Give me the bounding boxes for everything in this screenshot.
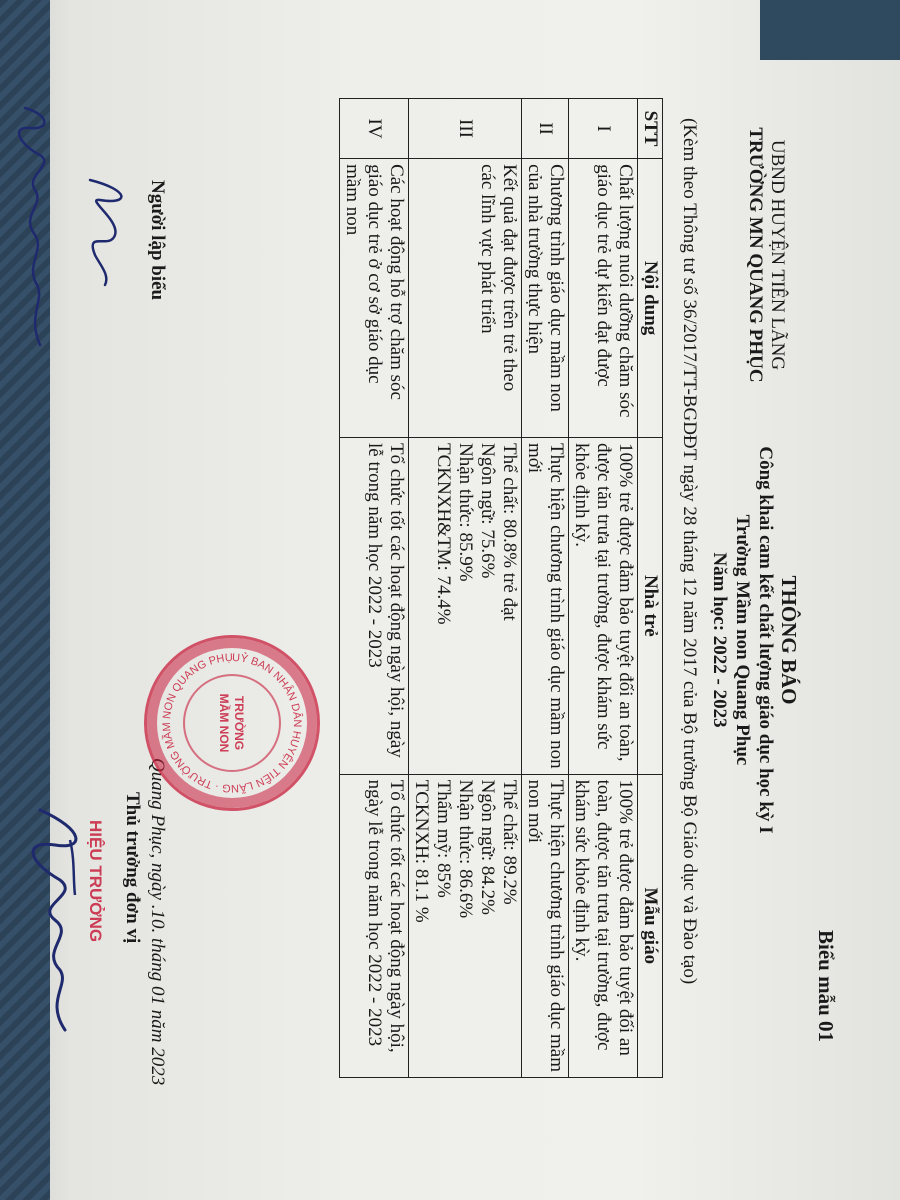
table-row — [522, 99, 569, 1078]
cell-line: ngày lễ trong năm học 2022 - 2023 — [364, 779, 385, 1047]
row-mau-giao — [409, 774, 522, 1077]
stamp-role: HIỆU TRƯỞNG — [86, 820, 105, 943]
row-nha-tre — [522, 438, 569, 775]
cell-line: mầm non — [342, 164, 363, 236]
cell-line: Ngôn ngữ: 75.6% — [477, 443, 498, 579]
cell-line: Thẩm mỹ: 85% — [433, 779, 454, 898]
preparer-title: Người lập biểu — [147, 180, 168, 301]
row-content — [409, 159, 522, 438]
cell-line: Chương trình giáo dục mầm non — [546, 164, 567, 412]
row-stt: IV — [340, 99, 409, 159]
cell-line: được tăn trưa tại trường, được khám sức — [593, 443, 614, 750]
row-content — [340, 159, 409, 438]
header-nha-tre: Nhà trẻ — [638, 438, 663, 775]
cell-line: Nhận thức: 86.6% — [455, 779, 476, 919]
stamp-ring-icon — [147, 638, 317, 808]
svg-text:MẦM NON: MẦM NON — [217, 693, 231, 753]
preparer-signature-icon — [10, 100, 65, 360]
row-nha-tre — [409, 438, 522, 775]
title-line-4: Năm học: 2022 - 2023 — [709, 552, 730, 728]
row-nha-tre — [569, 438, 638, 775]
form-label: Biểu mẫu 01 — [814, 930, 838, 1043]
cell-line: Thể chất: 80.8% trẻ đạt — [499, 443, 520, 621]
document-title: THÔNG BÁO — [777, 575, 801, 705]
svg-text:UỶ BAN NHÂN DÂN HUYỆN TIÊN LÃN: UỶ BAN NHÂN DÂN HUYỆN TIÊN LÃNG · TRƯỜNG MẦM NON QUANG PHỤ — [160, 651, 304, 795]
row-mau-giao — [340, 774, 409, 1077]
cell-line: của nhà trường thực hiện — [524, 164, 545, 355]
title-line-5: (Kèm theo Thông tư số 36/2017/TT-BGDĐT ngày 28 tháng 12 năm 2017 của Bộ trưởng Bộ Giáo dục và Đào tạo) — [679, 118, 700, 985]
cell-line: mới — [524, 443, 545, 474]
row-content — [569, 159, 638, 438]
cell-line: Tổ chức tốt các hoạt động ngày hội, — [386, 779, 407, 1053]
cell-line: Thực hiện chương trình giáo dục mầm non — [546, 443, 567, 769]
cell-line: Thể chất: 89.2% — [499, 779, 520, 905]
cell-line: Thực hiện chương trình giáo dục mầm — [546, 779, 567, 1072]
cell-line: 100% trẻ được đảm bảo tuyệt đối an — [615, 779, 636, 1056]
head-signature-icon — [15, 800, 95, 1060]
row-stt: I — [569, 99, 638, 159]
row-stt: III — [409, 99, 522, 159]
svg-text:TRƯỜNG: TRƯỜNG — [232, 695, 246, 751]
official-stamp — [144, 635, 320, 811]
table-body — [340, 99, 638, 1078]
preparer-initial-icon — [70, 160, 140, 300]
header-stt: STT — [638, 99, 663, 159]
row-stt: II — [522, 99, 569, 159]
header-content: Nội dung — [638, 159, 663, 438]
cell-line: toàn, được tăn trưa tại trường, được — [593, 779, 614, 1051]
row-nha-tre — [340, 438, 409, 775]
cell-line: Tổ chức tốt các hoạt động ngày hội, ngày — [386, 443, 407, 758]
cell-line: 100% trẻ được đảm bảo tuyệt đối an toàn, — [615, 443, 636, 762]
cell-line: giáo dục trẻ dự kiến đạt được — [593, 164, 614, 387]
head-title: Thủ trưởng đơn vị — [122, 792, 143, 944]
cell-line: Kết quả đạt được trên trẻ theo — [499, 164, 520, 392]
table-row — [569, 99, 638, 1078]
cell-line: Các hoạt động hỗ trợ chăm sóc — [386, 164, 407, 400]
cell-line: TCKNXH&TM: 74.4% — [433, 443, 454, 625]
cell-line: khỏe định kỳ. — [571, 443, 592, 547]
cell-line: giáo dục trẻ ở cơ sở giáo dục — [364, 164, 385, 384]
title-line-2: Công khai cam kết chất lượng giáo dục học kỳ I — [755, 446, 776, 834]
commitment-table — [339, 98, 663, 1078]
table-header-row — [638, 99, 663, 1078]
cell-line: lễ trong năm học 2022 - 2023 — [364, 443, 385, 668]
row-mau-giao — [522, 774, 569, 1077]
date-line: Quang Phục, ngày .10. tháng 01 năm 2023 — [147, 758, 168, 1086]
cell-line: TCKNXH: 81.1 % — [411, 779, 432, 923]
cell-line: non mới — [524, 779, 545, 843]
cell-line: Ngôn ngữ: 84.2% — [477, 779, 498, 915]
org-line-1: UBND HUYỆN TIÊN LÃNG — [767, 139, 788, 371]
title-block — [708, 200, 800, 1080]
table-row — [340, 99, 409, 1078]
table-row — [409, 99, 522, 1078]
org-line-2: TRƯỜNG MN QUANG PHỤC — [745, 127, 766, 383]
row-content — [522, 159, 569, 438]
title-line-3: Trường Mầm non Quang Phục — [732, 514, 753, 766]
row-mau-giao — [569, 774, 638, 1077]
header-mau-giao: Mẫu giáo — [638, 774, 663, 1077]
cell-line: Chất lượng nuôi dưỡng chăm sóc — [615, 164, 636, 418]
cell-line: khám sức khỏe định kỳ. — [571, 779, 592, 962]
cell-line: các lĩnh vực phát triển — [477, 164, 498, 334]
cell-line: Nhận thức: 85.9% — [455, 443, 476, 582]
